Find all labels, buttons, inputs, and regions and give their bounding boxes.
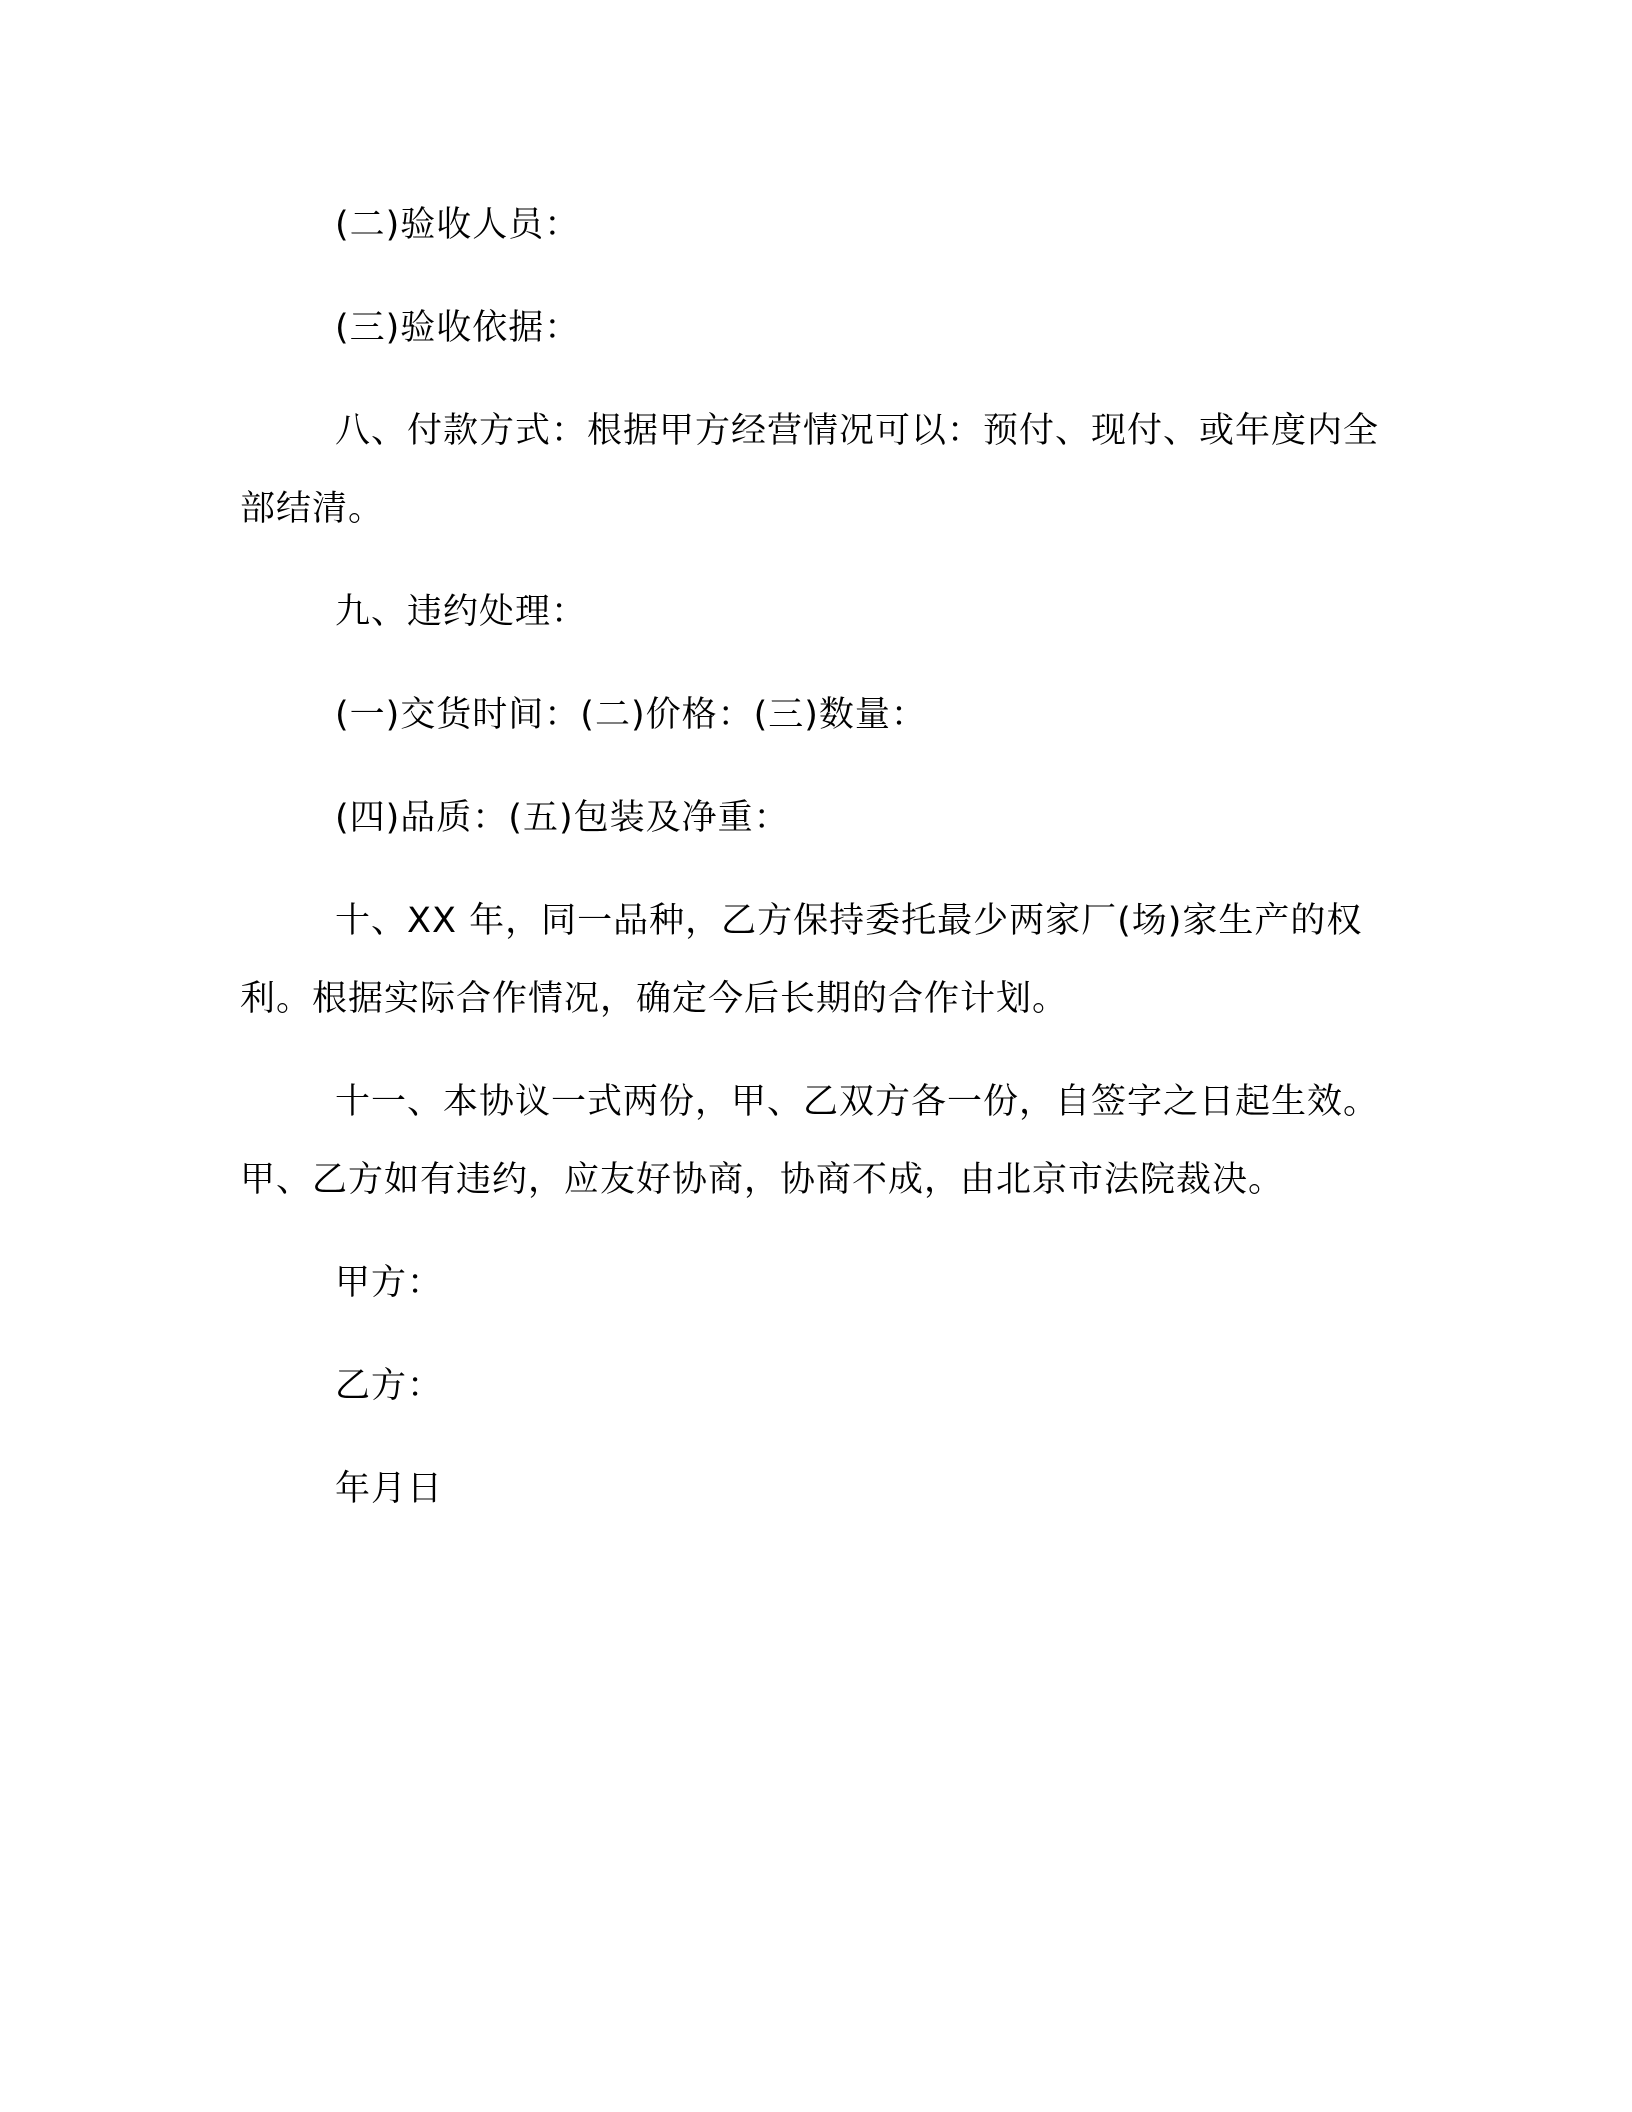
paragraph-acceptance-personnel: (二)验收人员：: [335, 205, 581, 245]
paragraph-clause-eleven: 十一、本协议一式两份，甲、乙双方各一份，自签字之日起生效。甲、乙方如有违约，应友好协商，协商不成，由北京市法院裁决。: [240, 1082, 1380, 1200]
paragraph-breach-handling: 九、违约处理：: [335, 592, 588, 632]
paragraph-breach-items-2: (四)品质：(五)包装及净重：: [335, 798, 790, 838]
paragraph-acceptance-basis: (三)验收依据：: [335, 308, 581, 348]
signature-party-b: 乙方：: [335, 1366, 444, 1406]
paragraph-breach-items-1: (一)交货时间：(二)价格：(三)数量：: [335, 695, 927, 735]
signature-party-a: 甲方：: [335, 1263, 444, 1303]
paragraph-payment-method: 八、付款方式：根据甲方经营情况可以：预付、现付、或年度内全部结清。: [240, 411, 1380, 529]
signature-date: 年月日: [335, 1469, 444, 1509]
document-body: [240, 186, 1408, 1553]
paragraph-clause-ten: 十、XX 年，同一品种，乙方保持委托最少两家厂(场)家生产的权利。根据实际合作情况，确定今后长期的合作计划。: [240, 901, 1363, 1019]
